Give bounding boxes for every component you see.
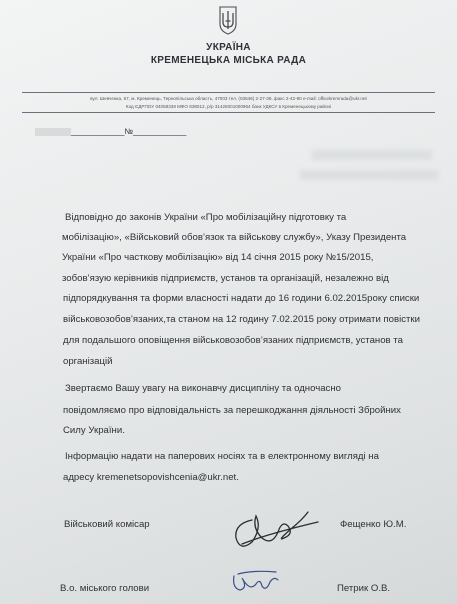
body-line: Силу України. [63, 425, 125, 436]
body-line: України «Про часткову мобілізацію» від 14 січня 2015 року №15/2015, [62, 252, 374, 263]
mayor-signature [228, 566, 284, 598]
commissar-title: Військовий комісар [64, 519, 150, 530]
ref-number-label: № [124, 127, 133, 136]
redacted-recipient [300, 170, 438, 180]
body-line: Інформацію надати на паперових носіях та в електронному вигляді на [65, 451, 379, 462]
body-line: зобов’язую керівників підприємств, установ та організацій, незалежно від [62, 273, 389, 284]
letterhead-address: вул. Шевченка, 67, м. Кременець, Тернопільська область, 47003 тел. (03546) 2-27-39, факс 2-42-90 e-mail: officekremrada@ukr.net [90, 96, 367, 101]
letterhead-top-rule [22, 92, 435, 93]
mayor-name: Петрик О.В. [337, 583, 391, 594]
body-line: підпорядкування та форми власності надати до 16 години 6.02.2015року списки [63, 293, 420, 304]
body-line: для подальшого оповіщення військовозобов’язаних підприємств, установ та [63, 335, 403, 346]
commissar-name: Фещенко Ю.М. [340, 519, 407, 530]
body-line: мобілізацію», «Військовий обов’язок та військову службу», Указу Президента [62, 232, 407, 243]
commissar-signature [222, 498, 322, 558]
body-line: військовозобов’язаних,та станом на 12 годину 7.02.2015 року отримати повістки [63, 314, 420, 325]
mayor-title: В.о. міського голови [60, 583, 150, 594]
body-line: повідомляємо про відповідальність за перешкоджання діяльності Збройних [63, 405, 401, 416]
coat-of-arms-trident-icon [217, 5, 239, 35]
body-line: організацій [63, 356, 113, 367]
body-line: адресу kremenetsopovishcenia@ukr.net. [63, 472, 239, 483]
redacted-date [35, 128, 71, 136]
letterhead-council-name: КРЕМЕНЕЦЬКА МІСЬКА РАДА [150, 55, 307, 66]
body-line: Відповідно до законів України «Про мобілізаційну підготовку та [65, 212, 347, 223]
letterhead-bank-details: Код ЄДРПОУ 04058338 МФО 838012, р/р 31426001000964 банк УДКСУ в Кременецькому районі [125, 104, 332, 109]
letterhead-bottom-rule [22, 112, 435, 113]
letterhead-country: УКРАЇНА [206, 42, 251, 53]
body-line: Звертаємо Вашу увагу на виконавчу дисципліну та одночасно [65, 383, 341, 394]
reference-number-line: ____________№____________ [35, 127, 186, 136]
redacted-recipient [312, 150, 432, 160]
